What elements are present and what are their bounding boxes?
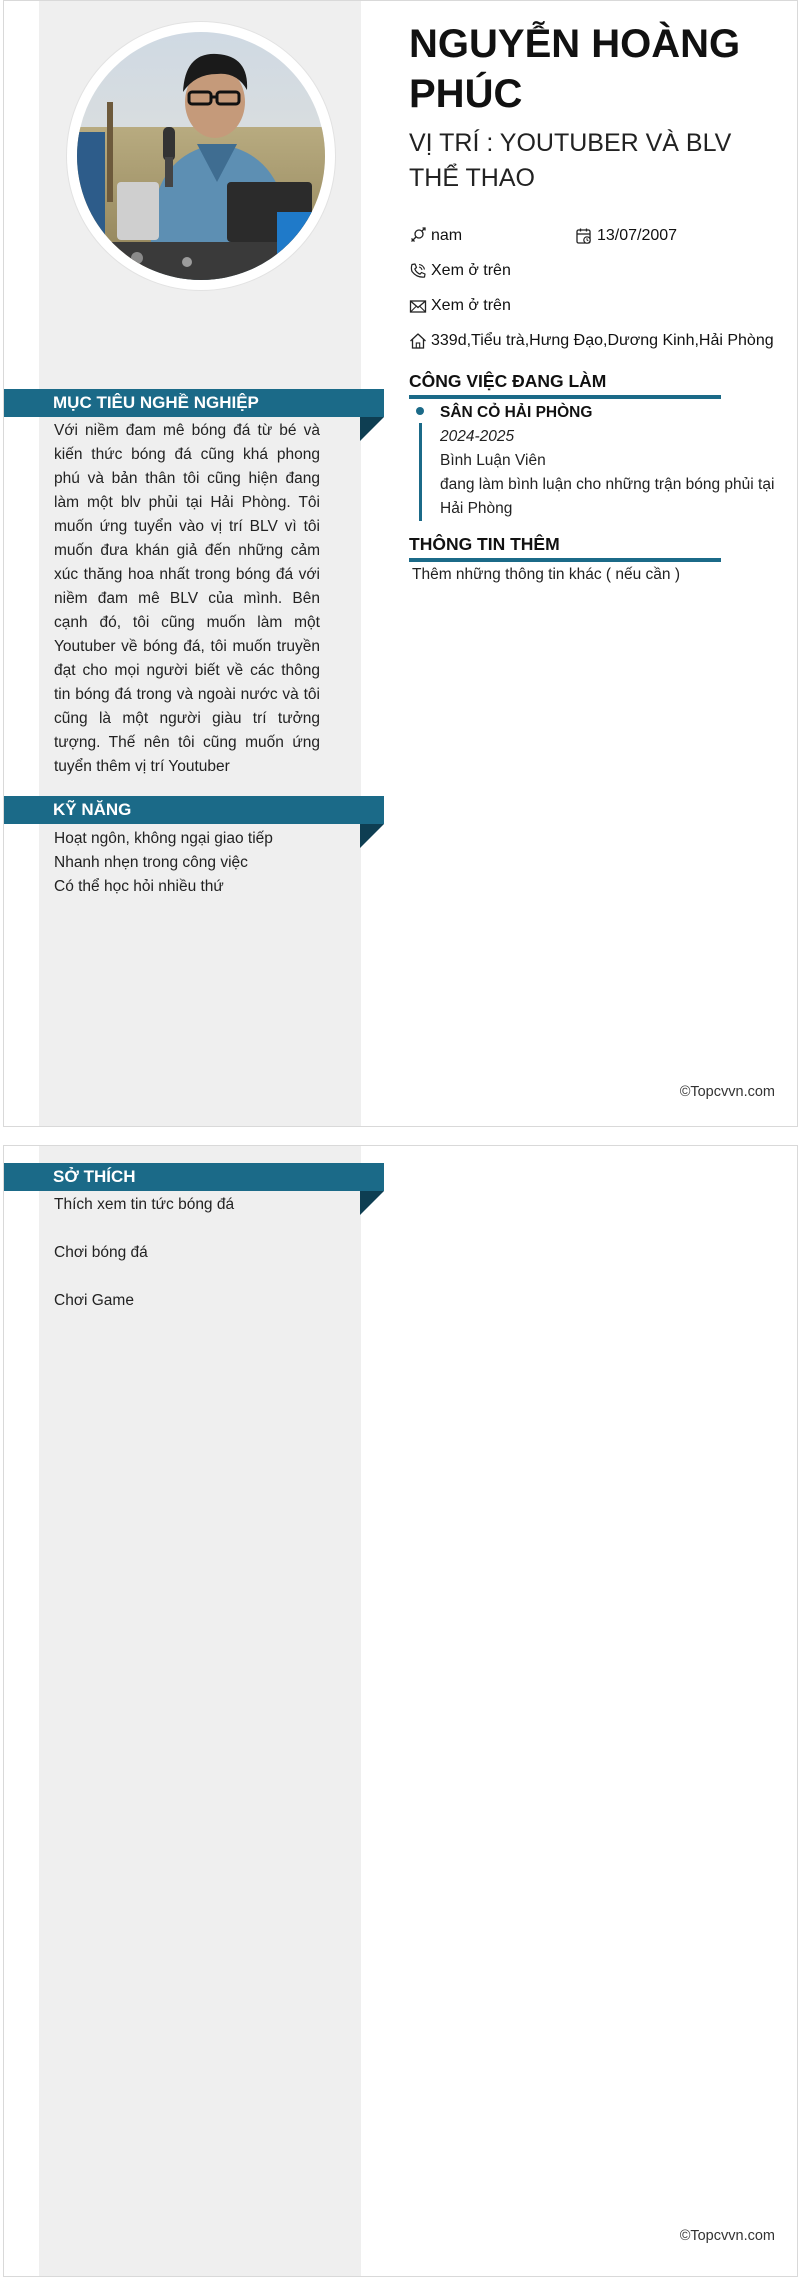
address-value: 339d,Tiểu trà,Hưng Đạo,Dương Kinh,Hải Phòng [431,332,774,349]
job-period: 2024-2025 [440,428,515,445]
objective-title: MỤC TIÊU NGHỀ NGHIỆP [53,393,259,412]
phone-value: Xem ở trên [431,262,511,279]
avatar [77,32,325,280]
objective-text: Với niềm đam mê bóng đá từ bé và kiến thức bóng đá cũng khá phong phú và bản thân tôi cũng hiện đang làm một blv phủi tại Hải Phòng. Tôi muốn ứng tuyển vào vị trí BLV vì tôi muốn đưa khán giả đến những cảm xúc thăng hoa nhất trong bóng đá với niềm đam mê BLV của mình. Bên cạnh đó, tôi cũng muốn làm một Youtuber về bóng đá, tôi muốn truyền đạt cho mọi người biết về các thông tin bóng đá trong và ngoài nước và tôi cũng là một người giàu trí tưởng tượng. Thế nên tôi cũng muốn ứng tuyển thêm vị trí Youtuber [54,422,320,775]
timeline-line [419,423,422,521]
hobbies-list [54,1193,344,1337]
banner-fold-decoration [360,824,384,848]
cv-page-1 [3,0,798,1127]
candidate-position: VỊ TRÍ : YOUTUBER VÀ BLV THỂ THAO [409,129,732,192]
footer-credit: ©Topcvvn.com [679,1084,775,1100]
banner-fold-decoration [360,417,384,441]
skill-item: Có thể học hỏi nhiều thứ [54,878,224,895]
hobby-item: Chơi Game [54,1292,134,1309]
current-job-heading: CÔNG VIỆC ĐANG LÀM [409,371,721,399]
cv-page-2 [3,1145,798,2277]
home-icon [409,332,427,350]
email-value: Xem ở trên [431,297,511,314]
banner-fold-decoration [360,1191,384,1215]
birthdate-value: 13/07/2007 [597,227,678,244]
gender-icon [409,227,427,245]
email-info [409,297,511,315]
candidate-name: NGUYỄN HOÀNG PHÚC [409,22,741,116]
skills-heading [4,796,384,824]
phone-icon [409,262,427,280]
skills-list [54,827,344,899]
hobby-item: Thích xem tin tức bóng đá [54,1196,235,1213]
address-info [409,332,774,350]
extra-info-heading: THÔNG TIN THÊM [409,534,721,562]
job-entry [416,401,786,521]
hobbies-title: SỞ THÍCH [53,1167,136,1186]
hobby-item: Chơi bóng đá [54,1244,148,1261]
gender-value: nam [431,227,463,244]
avatar-frame [66,21,336,291]
envelope-icon [409,297,427,315]
job-company: SÂN CỎ HẢI PHÒNG [440,404,593,421]
skill-item: Hoạt ngôn, không ngại giao tiếp [54,830,273,847]
skill-item: Nhanh nhẹn trong công việc [54,854,248,871]
avatar-photo [77,32,325,280]
objective-heading [4,389,384,417]
footer-credit: ©Topcvvn.com [679,2228,775,2244]
job-description: đang làm bình luận cho những trận bóng phủi tại Hải Phòng [440,476,775,517]
phone-info [409,262,511,280]
timeline-dot [416,407,424,415]
job-role: Bình Luận Viên [440,452,546,469]
extra-info-text: Thêm những thông tin khác ( nếu cần ) [412,566,681,583]
calendar-icon [575,227,593,245]
skills-title: KỸ NĂNG [53,800,132,819]
hobbies-heading [4,1163,384,1191]
birthdate-info [575,227,677,245]
gender-info [409,227,462,245]
